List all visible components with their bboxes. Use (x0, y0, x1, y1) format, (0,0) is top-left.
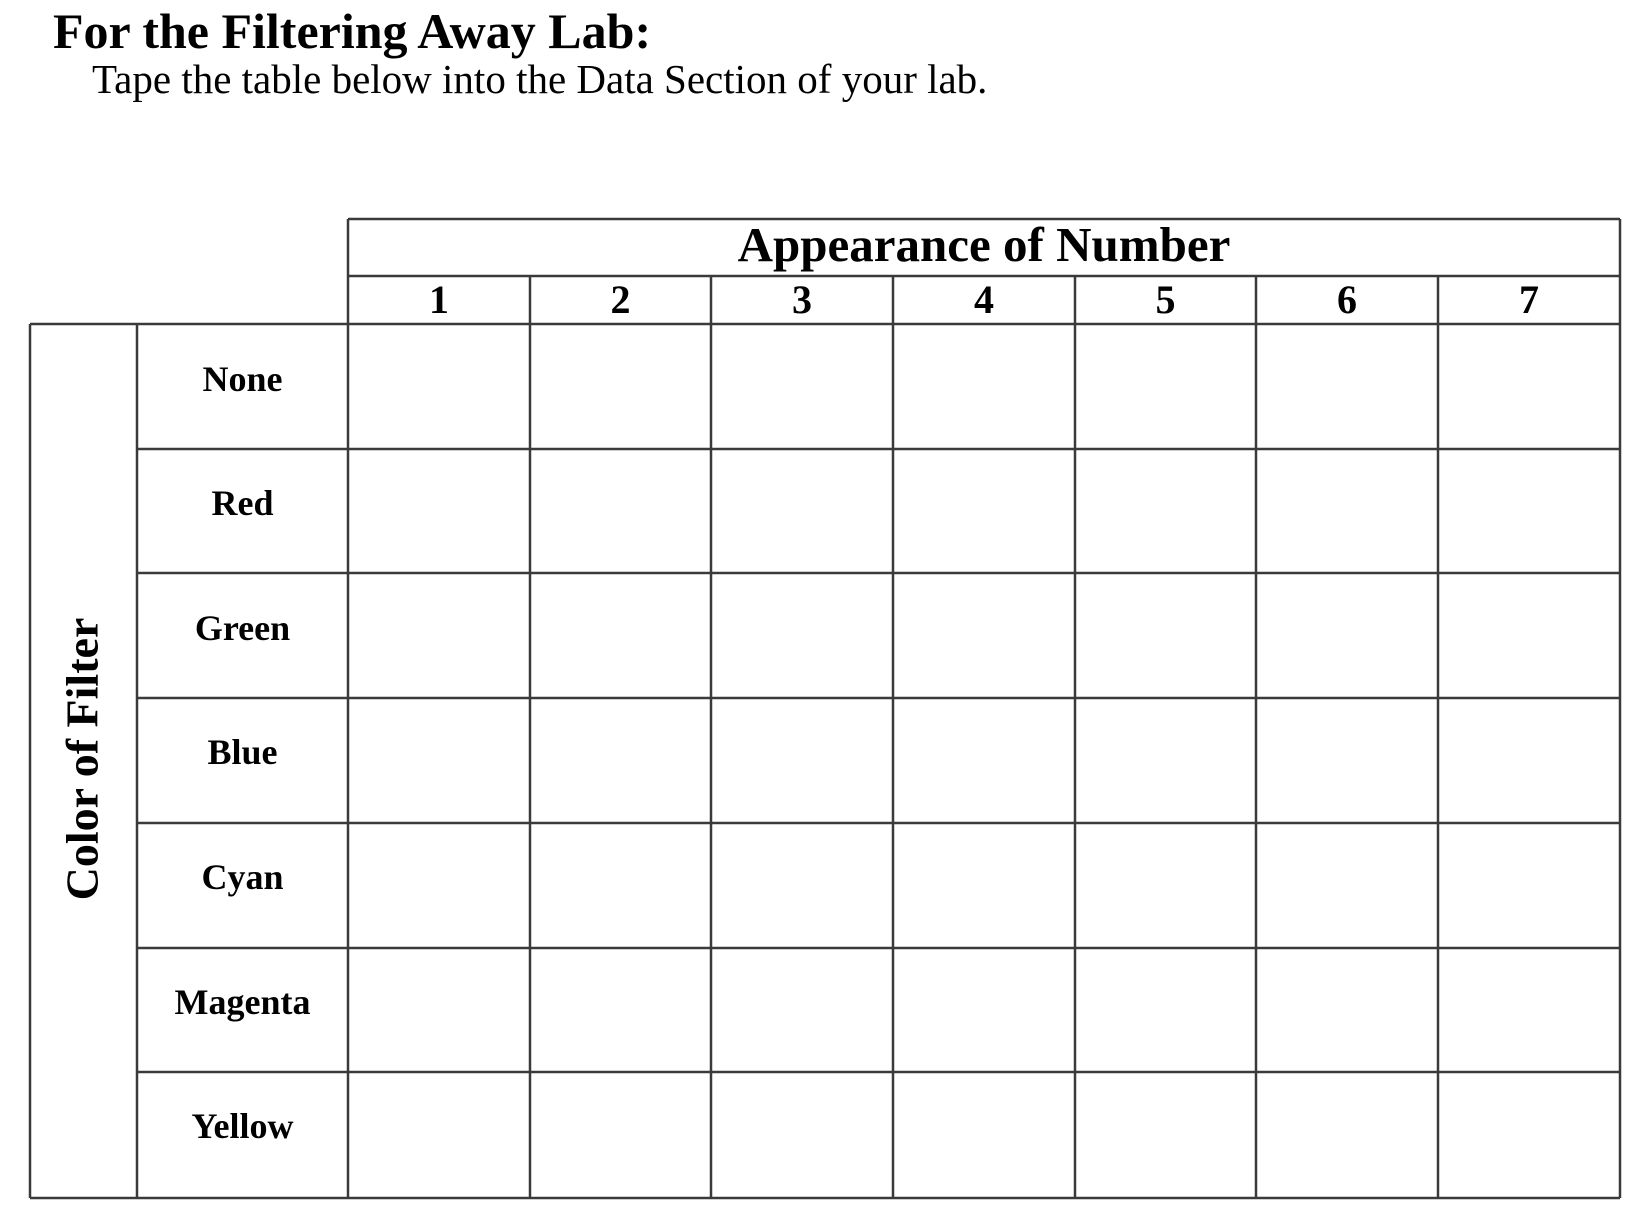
table-cell (895, 700, 1073, 821)
table-cell (532, 1074, 709, 1196)
row-label-none: None (202, 359, 283, 399)
table-cell (895, 575, 1073, 696)
table-cell (532, 451, 709, 571)
table-cell (1440, 575, 1618, 696)
table-cell (1077, 825, 1254, 946)
table-cell (1440, 950, 1618, 1070)
row-group-header: Color of Filter (56, 617, 108, 901)
row-label-cyan: Cyan (201, 857, 284, 897)
row-label-magenta: Magenta (174, 982, 311, 1022)
table-cell (1258, 950, 1436, 1070)
table-cell (713, 451, 891, 571)
row-label-red: Red (211, 483, 274, 523)
row-label-yellow: Yellow (191, 1106, 294, 1146)
table-cell (1258, 575, 1436, 696)
table-cell (532, 700, 709, 821)
table-cell (1077, 326, 1254, 447)
column-header-4: 4 (974, 277, 994, 322)
table-cell (1440, 1074, 1618, 1196)
table-cell (1077, 451, 1254, 571)
column-header-3: 3 (792, 277, 812, 322)
table-cell (532, 950, 709, 1070)
table-cell (350, 1074, 528, 1196)
table-cell (1440, 700, 1618, 821)
table-cell (713, 1074, 891, 1196)
table-cell (1258, 451, 1436, 571)
table-cell (713, 700, 891, 821)
table-cell (1077, 575, 1254, 696)
instruction-text: Tape the table below into the Data Section of your lab. (92, 56, 988, 102)
table-cell (532, 825, 709, 946)
table-cell (713, 825, 891, 946)
table-cell (350, 825, 528, 946)
table-cell (1077, 700, 1254, 821)
table-cell (532, 575, 709, 696)
table-cell (1258, 1074, 1436, 1196)
column-header-5: 5 (1155, 277, 1176, 322)
table-cell (895, 451, 1073, 571)
table-cell (350, 575, 528, 696)
table-cell (350, 451, 528, 571)
table-cell (350, 326, 528, 447)
table-cell (1077, 950, 1254, 1070)
table-cell (1440, 825, 1618, 946)
column-header-1: 1 (429, 277, 449, 322)
table-cell (895, 326, 1073, 447)
column-header-7: 7 (1519, 277, 1539, 322)
row-label-blue: Blue (207, 732, 278, 772)
table-cell (350, 950, 528, 1070)
table-cell (1258, 700, 1436, 821)
table-cell (1258, 825, 1436, 946)
column-header-6: 6 (1337, 277, 1357, 322)
table-cell (713, 575, 891, 696)
row-label-green: Green (194, 608, 291, 648)
table-cell (895, 825, 1073, 946)
column-group-header: Appearance of Number (737, 217, 1231, 272)
table-cell (713, 950, 891, 1070)
table-cell (1440, 326, 1618, 447)
page-title: For the Filtering Away Lab: (53, 3, 652, 59)
table-cell (713, 326, 891, 447)
table-cell (532, 326, 709, 447)
table-cell (350, 700, 528, 821)
table-cell (1077, 1074, 1254, 1196)
table-cell (1258, 326, 1436, 447)
table-cell (895, 950, 1073, 1070)
column-header-2: 2 (610, 277, 631, 322)
table-cell (895, 1074, 1073, 1196)
table-cell (1440, 451, 1618, 571)
